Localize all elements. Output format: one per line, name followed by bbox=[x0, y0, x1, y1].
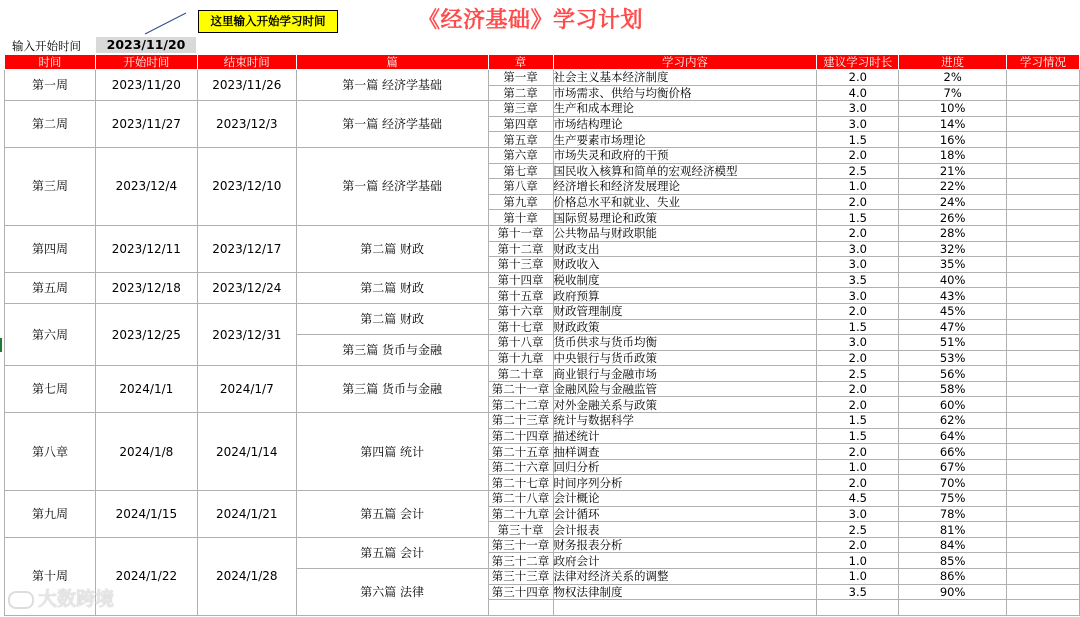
content-cell[interactable]: 国民收入核算和简单的宏观经济模型 bbox=[553, 163, 817, 179]
end-date-cell[interactable]: 2023/12/31 bbox=[197, 303, 296, 365]
progress-cell[interactable]: 60% bbox=[899, 397, 1007, 413]
chapter-cell[interactable]: 第十三章 bbox=[488, 257, 553, 273]
chapter-cell[interactable] bbox=[488, 600, 553, 616]
part-cell[interactable]: 第一篇 经济学基础 bbox=[296, 70, 488, 101]
content-cell[interactable]: 会计循环 bbox=[553, 506, 817, 522]
duration-cell[interactable]: 1.0 bbox=[817, 459, 899, 475]
part-cell[interactable]: 第二篇 财政 bbox=[296, 225, 488, 272]
content-cell[interactable]: 政府会计 bbox=[553, 553, 817, 569]
week-cell[interactable]: 第五周 bbox=[5, 272, 96, 303]
duration-cell[interactable]: 1.0 bbox=[817, 179, 899, 195]
col-header: 学习情况 bbox=[1007, 55, 1080, 70]
content-cell[interactable]: 时间序列分析 bbox=[553, 475, 817, 491]
table-row bbox=[5, 413, 1080, 429]
table-row bbox=[5, 272, 1080, 288]
week-cell[interactable]: 第九周 bbox=[5, 491, 96, 538]
chapter-cell[interactable]: 第九章 bbox=[488, 194, 553, 210]
content-cell[interactable]: 会计概论 bbox=[553, 491, 817, 507]
content-cell[interactable]: 法律对经济关系的调整 bbox=[553, 569, 817, 585]
status-cell[interactable] bbox=[1007, 241, 1080, 257]
content-cell[interactable]: 财政支出 bbox=[553, 241, 817, 257]
duration-cell[interactable]: 3.0 bbox=[817, 288, 899, 304]
duration-cell[interactable]: 2.0 bbox=[817, 70, 899, 86]
week-cell[interactable]: 第三周 bbox=[5, 147, 96, 225]
chapter-cell[interactable]: 第八章 bbox=[488, 179, 553, 195]
duration-cell[interactable]: 1.5 bbox=[817, 132, 899, 148]
content-cell[interactable]: 描述统计 bbox=[553, 428, 817, 444]
end-date-cell[interactable]: 2023/12/3 bbox=[197, 101, 296, 148]
duration-cell[interactable]: 2.5 bbox=[817, 163, 899, 179]
start-date-cell[interactable]: 2024/1/22 bbox=[95, 537, 197, 615]
chapter-cell[interactable]: 第七章 bbox=[488, 163, 553, 179]
duration-cell[interactable]: 3.0 bbox=[817, 116, 899, 132]
chapter-cell[interactable]: 第二十八章 bbox=[488, 491, 553, 507]
duration-cell[interactable]: 3.5 bbox=[817, 272, 899, 288]
chapter-cell[interactable]: 第三十章 bbox=[488, 522, 553, 538]
week-cell[interactable]: 第八章 bbox=[5, 413, 96, 491]
part-cell[interactable]: 第二篇 财政 bbox=[296, 303, 488, 334]
progress-cell[interactable]: 86% bbox=[899, 569, 1007, 585]
end-date-cell[interactable]: 2024/1/28 bbox=[197, 537, 296, 615]
chapter-cell[interactable]: 第二十章 bbox=[488, 366, 553, 382]
part-cell[interactable]: 第四篇 统计 bbox=[296, 413, 488, 491]
duration-cell[interactable]: 2.0 bbox=[817, 444, 899, 460]
progress-cell[interactable]: 26% bbox=[899, 210, 1007, 226]
status-cell[interactable] bbox=[1007, 459, 1080, 475]
status-cell[interactable] bbox=[1007, 225, 1080, 241]
content-cell[interactable]: 财政政策 bbox=[553, 319, 817, 335]
progress-cell[interactable]: 18% bbox=[899, 147, 1007, 163]
start-date-cell[interactable]: 2024/1/1 bbox=[95, 366, 197, 413]
duration-cell[interactable]: 1.5 bbox=[817, 319, 899, 335]
start-time-label: 输入开始时间 bbox=[12, 39, 81, 53]
chapter-cell[interactable]: 第一章 bbox=[488, 70, 553, 86]
progress-cell[interactable]: 14% bbox=[899, 116, 1007, 132]
status-cell[interactable] bbox=[1007, 506, 1080, 522]
progress-cell[interactable]: 70% bbox=[899, 475, 1007, 491]
table-row bbox=[5, 366, 1080, 382]
duration-cell[interactable]: 2.0 bbox=[817, 225, 899, 241]
end-date-cell[interactable]: 2023/11/26 bbox=[197, 70, 296, 101]
duration-cell[interactable]: 2.0 bbox=[817, 381, 899, 397]
note-callout: 这里输入开始学习时间 bbox=[198, 10, 338, 33]
chapter-cell[interactable]: 第二十五章 bbox=[488, 444, 553, 460]
duration-cell[interactable]: 2.0 bbox=[817, 397, 899, 413]
progress-cell[interactable]: 51% bbox=[899, 335, 1007, 351]
part-cell[interactable]: 第六篇 法律 bbox=[296, 569, 488, 616]
progress-cell[interactable]: 64% bbox=[899, 428, 1007, 444]
status-cell[interactable] bbox=[1007, 335, 1080, 351]
week-cell[interactable]: 第十周 bbox=[5, 537, 96, 615]
start-date-cell[interactable]: 2023/12/11 bbox=[95, 225, 197, 272]
content-cell[interactable]: 财政收入 bbox=[553, 257, 817, 273]
content-cell[interactable]: 中央银行与货币政策 bbox=[553, 350, 817, 366]
status-cell[interactable] bbox=[1007, 288, 1080, 304]
table-body bbox=[5, 70, 1080, 616]
end-date-cell[interactable]: 2023/12/17 bbox=[197, 225, 296, 272]
content-cell[interactable]: 回归分析 bbox=[553, 459, 817, 475]
col-header: 建议学习时长 bbox=[817, 55, 899, 70]
part-cell[interactable]: 第五篇 会计 bbox=[296, 491, 488, 538]
chapter-cell[interactable]: 第三十三章 bbox=[488, 569, 553, 585]
status-cell[interactable] bbox=[1007, 553, 1080, 569]
pointer-line bbox=[0, 0, 200, 40]
progress-cell[interactable]: 75% bbox=[899, 491, 1007, 507]
table-row bbox=[5, 491, 1080, 507]
status-cell[interactable] bbox=[1007, 584, 1080, 600]
duration-cell[interactable]: 4.0 bbox=[817, 85, 899, 101]
duration-cell[interactable]: 1.0 bbox=[817, 569, 899, 585]
end-date-cell[interactable]: 2023/12/10 bbox=[197, 147, 296, 225]
part-cell[interactable]: 第一篇 经济学基础 bbox=[296, 101, 488, 148]
page-title: 《经济基础》学习计划 bbox=[418, 8, 644, 33]
chapter-cell[interactable]: 第十九章 bbox=[488, 350, 553, 366]
content-cell[interactable]: 社会主义基本经济制度 bbox=[553, 70, 817, 86]
progress-cell[interactable]: 22% bbox=[899, 179, 1007, 195]
progress-cell[interactable]: 56% bbox=[899, 366, 1007, 382]
chapter-cell[interactable]: 第四章 bbox=[488, 116, 553, 132]
progress-cell[interactable]: 53% bbox=[899, 350, 1007, 366]
col-header: 时间 bbox=[5, 55, 96, 70]
start-date-cell[interactable]: 2023/11/27 bbox=[95, 101, 197, 148]
chapter-cell[interactable]: 第二十三章 bbox=[488, 413, 553, 429]
chapter-cell[interactable]: 第十一章 bbox=[488, 225, 553, 241]
duration-cell[interactable]: 1.5 bbox=[817, 413, 899, 429]
end-date-cell[interactable]: 2023/12/24 bbox=[197, 272, 296, 303]
status-cell[interactable] bbox=[1007, 522, 1080, 538]
duration-cell[interactable]: 1.5 bbox=[817, 210, 899, 226]
col-header: 结束时间 bbox=[197, 55, 296, 70]
progress-cell[interactable]: 81% bbox=[899, 522, 1007, 538]
col-header: 开始时间 bbox=[95, 55, 197, 70]
status-cell[interactable] bbox=[1007, 147, 1080, 163]
part-cell[interactable]: 第二篇 财政 bbox=[296, 272, 488, 303]
status-cell[interactable] bbox=[1007, 210, 1080, 226]
table-row bbox=[5, 537, 1080, 553]
status-cell[interactable] bbox=[1007, 381, 1080, 397]
duration-cell[interactable]: 4.5 bbox=[817, 491, 899, 507]
chapter-cell[interactable]: 第五章 bbox=[488, 132, 553, 148]
status-cell[interactable] bbox=[1007, 319, 1080, 335]
status-cell[interactable] bbox=[1007, 569, 1080, 585]
duration-cell[interactable]: 2.0 bbox=[817, 194, 899, 210]
duration-cell[interactable]: 3.0 bbox=[817, 241, 899, 257]
content-cell[interactable]: 经济增长和经济发展理论 bbox=[553, 179, 817, 195]
col-header: 学习内容 bbox=[553, 55, 817, 70]
status-cell[interactable] bbox=[1007, 116, 1080, 132]
progress-cell[interactable]: 78% bbox=[899, 506, 1007, 522]
progress-cell[interactable]: 84% bbox=[899, 537, 1007, 553]
duration-cell[interactable]: 1.5 bbox=[817, 428, 899, 444]
status-cell[interactable] bbox=[1007, 85, 1080, 101]
duration-cell[interactable]: 2.0 bbox=[817, 537, 899, 553]
duration-cell[interactable]: 3.0 bbox=[817, 101, 899, 117]
chapter-cell[interactable]: 第二十七章 bbox=[488, 475, 553, 491]
start-date-cell[interactable]: 2023/12/18 bbox=[95, 272, 197, 303]
col-header: 进度 bbox=[899, 55, 1007, 70]
progress-cell[interactable]: 7% bbox=[899, 85, 1007, 101]
status-cell[interactable] bbox=[1007, 491, 1080, 507]
table-header-row bbox=[5, 55, 1080, 70]
watermark bbox=[8, 584, 114, 611]
status-cell[interactable] bbox=[1007, 272, 1080, 288]
table-row bbox=[5, 225, 1080, 241]
progress-cell[interactable]: 66% bbox=[899, 444, 1007, 460]
progress-cell[interactable]: 21% bbox=[899, 163, 1007, 179]
table-row bbox=[5, 303, 1080, 319]
table-row bbox=[5, 70, 1080, 86]
content-cell[interactable]: 政府预算 bbox=[553, 288, 817, 304]
chapter-cell[interactable]: 第三十一章 bbox=[488, 537, 553, 553]
status-cell[interactable] bbox=[1007, 350, 1080, 366]
progress-cell[interactable]: 10% bbox=[899, 101, 1007, 117]
status-cell[interactable] bbox=[1007, 163, 1080, 179]
chapter-cell[interactable]: 第二章 bbox=[488, 85, 553, 101]
content-cell[interactable]: 市场结构理论 bbox=[553, 116, 817, 132]
status-cell[interactable] bbox=[1007, 303, 1080, 319]
status-cell[interactable] bbox=[1007, 444, 1080, 460]
chapter-cell[interactable]: 第三章 bbox=[488, 101, 553, 117]
duration-cell[interactable]: 3.0 bbox=[817, 506, 899, 522]
week-cell[interactable]: 第一周 bbox=[5, 70, 96, 101]
study-plan-table bbox=[4, 54, 1080, 616]
chapter-cell[interactable]: 第三十二章 bbox=[488, 553, 553, 569]
content-cell[interactable]: 物权法律制度 bbox=[553, 584, 817, 600]
progress-cell[interactable]: 85% bbox=[899, 553, 1007, 569]
duration-cell[interactable]: 2.0 bbox=[817, 350, 899, 366]
status-cell[interactable] bbox=[1007, 179, 1080, 195]
start-time-input[interactable]: 2023/11/20 bbox=[96, 37, 196, 53]
duration-cell[interactable]: 2.5 bbox=[817, 366, 899, 382]
week-cell[interactable]: 第四周 bbox=[5, 225, 96, 272]
chapter-cell[interactable]: 第十八章 bbox=[488, 335, 553, 351]
content-cell[interactable]: 抽样调查 bbox=[553, 444, 817, 460]
duration-cell[interactable] bbox=[817, 600, 899, 616]
duration-cell[interactable]: 2.0 bbox=[817, 475, 899, 491]
start-date-cell[interactable]: 2024/1/8 bbox=[95, 413, 197, 491]
progress-cell[interactable]: 24% bbox=[899, 194, 1007, 210]
week-cell[interactable]: 第六周 bbox=[5, 303, 96, 365]
content-cell[interactable]: 财务报表分析 bbox=[553, 537, 817, 553]
end-date-cell[interactable]: 2024/1/21 bbox=[197, 491, 296, 538]
part-cell[interactable]: 第五篇 会计 bbox=[296, 537, 488, 568]
chapter-cell[interactable]: 第十章 bbox=[488, 210, 553, 226]
table-row bbox=[5, 101, 1080, 117]
end-date-cell[interactable]: 2024/1/7 bbox=[197, 366, 296, 413]
watermark-logo-icon bbox=[8, 591, 34, 609]
row-marker bbox=[0, 338, 2, 352]
duration-cell[interactable]: 2.5 bbox=[817, 522, 899, 538]
start-date-cell[interactable]: 2023/11/20 bbox=[95, 70, 197, 101]
content-cell[interactable]: 市场失灵和政府的干预 bbox=[553, 147, 817, 163]
status-cell[interactable] bbox=[1007, 194, 1080, 210]
col-header: 章 bbox=[488, 55, 553, 70]
status-cell[interactable] bbox=[1007, 397, 1080, 413]
status-cell[interactable] bbox=[1007, 257, 1080, 273]
progress-cell[interactable]: 90% bbox=[899, 584, 1007, 600]
end-date-cell[interactable]: 2024/1/14 bbox=[197, 413, 296, 491]
progress-cell[interactable]: 32% bbox=[899, 241, 1007, 257]
progress-cell[interactable]: 62% bbox=[899, 413, 1007, 429]
progress-cell[interactable]: 40% bbox=[899, 272, 1007, 288]
content-cell[interactable]: 会计报表 bbox=[553, 522, 817, 538]
content-cell[interactable]: 价格总水平和就业、失业 bbox=[553, 194, 817, 210]
col-header: 篇 bbox=[296, 55, 488, 70]
chapter-cell[interactable]: 第二十九章 bbox=[488, 506, 553, 522]
start-date-cell[interactable]: 2023/12/4 bbox=[95, 147, 197, 225]
start-date-cell[interactable]: 2024/1/15 bbox=[95, 491, 197, 538]
duration-cell[interactable]: 3.0 bbox=[817, 335, 899, 351]
duration-cell[interactable]: 2.0 bbox=[817, 303, 899, 319]
start-date-cell[interactable]: 2023/12/25 bbox=[95, 303, 197, 365]
part-cell[interactable]: 第三篇 货币与金融 bbox=[296, 335, 488, 366]
status-cell[interactable] bbox=[1007, 70, 1080, 86]
progress-cell[interactable]: 16% bbox=[899, 132, 1007, 148]
week-cell[interactable]: 第二周 bbox=[5, 101, 96, 148]
chapter-cell[interactable]: 第二十六章 bbox=[488, 459, 553, 475]
status-cell[interactable] bbox=[1007, 101, 1080, 117]
content-cell[interactable]: 货币供求与货币均衡 bbox=[553, 335, 817, 351]
chapter-cell[interactable]: 第十五章 bbox=[488, 288, 553, 304]
content-cell[interactable]: 市场需求、供给与均衡价格 bbox=[553, 85, 817, 101]
progress-cell[interactable] bbox=[899, 600, 1007, 616]
duration-cell[interactable]: 3.0 bbox=[817, 257, 899, 273]
progress-cell[interactable]: 35% bbox=[899, 257, 1007, 273]
duration-cell[interactable]: 2.0 bbox=[817, 147, 899, 163]
content-cell[interactable]: 公共物品与财政职能 bbox=[553, 225, 817, 241]
progress-cell[interactable]: 43% bbox=[899, 288, 1007, 304]
watermark-text: 大数跨境 bbox=[38, 588, 115, 610]
status-cell[interactable] bbox=[1007, 132, 1080, 148]
chapter-cell[interactable]: 第十七章 bbox=[488, 319, 553, 335]
content-cell[interactable]: 金融风险与金融监管 bbox=[553, 381, 817, 397]
progress-cell[interactable]: 67% bbox=[899, 459, 1007, 475]
chapter-cell[interactable]: 第二十一章 bbox=[488, 381, 553, 397]
progress-cell[interactable]: 47% bbox=[899, 319, 1007, 335]
status-cell[interactable] bbox=[1007, 428, 1080, 444]
chapter-cell[interactable]: 第十六章 bbox=[488, 303, 553, 319]
part-cell[interactable]: 第三篇 货币与金融 bbox=[296, 366, 488, 413]
week-cell[interactable]: 第七周 bbox=[5, 366, 96, 413]
progress-cell[interactable]: 28% bbox=[899, 225, 1007, 241]
status-cell[interactable] bbox=[1007, 537, 1080, 553]
table-row bbox=[5, 147, 1080, 163]
progress-cell[interactable]: 2% bbox=[899, 70, 1007, 86]
content-cell[interactable]: 税收制度 bbox=[553, 272, 817, 288]
chapter-cell[interactable]: 第二十二章 bbox=[488, 397, 553, 413]
status-cell[interactable] bbox=[1007, 475, 1080, 491]
content-cell[interactable]: 统计与数据科学 bbox=[553, 413, 817, 429]
chapter-cell[interactable]: 第二十四章 bbox=[488, 428, 553, 444]
chapter-cell[interactable]: 第十二章 bbox=[488, 241, 553, 257]
status-cell[interactable] bbox=[1007, 413, 1080, 429]
progress-cell[interactable]: 58% bbox=[899, 381, 1007, 397]
content-cell[interactable]: 财政管理制度 bbox=[553, 303, 817, 319]
status-cell[interactable] bbox=[1007, 600, 1080, 616]
chapter-cell[interactable]: 第三十四章 bbox=[488, 584, 553, 600]
status-cell[interactable] bbox=[1007, 366, 1080, 382]
content-cell[interactable]: 对外金融关系与政策 bbox=[553, 397, 817, 413]
progress-cell[interactable]: 45% bbox=[899, 303, 1007, 319]
content-cell[interactable]: 生产要素市场理论 bbox=[553, 132, 817, 148]
chapter-cell[interactable]: 第六章 bbox=[488, 147, 553, 163]
content-cell[interactable] bbox=[553, 600, 817, 616]
chapter-cell[interactable]: 第十四章 bbox=[488, 272, 553, 288]
duration-cell[interactable]: 1.0 bbox=[817, 553, 899, 569]
content-cell[interactable]: 生产和成本理论 bbox=[553, 101, 817, 117]
content-cell[interactable]: 国际贸易理论和政策 bbox=[553, 210, 817, 226]
part-cell[interactable]: 第一篇 经济学基础 bbox=[296, 147, 488, 225]
content-cell[interactable]: 商业银行与金融市场 bbox=[553, 366, 817, 382]
duration-cell[interactable]: 3.5 bbox=[817, 584, 899, 600]
